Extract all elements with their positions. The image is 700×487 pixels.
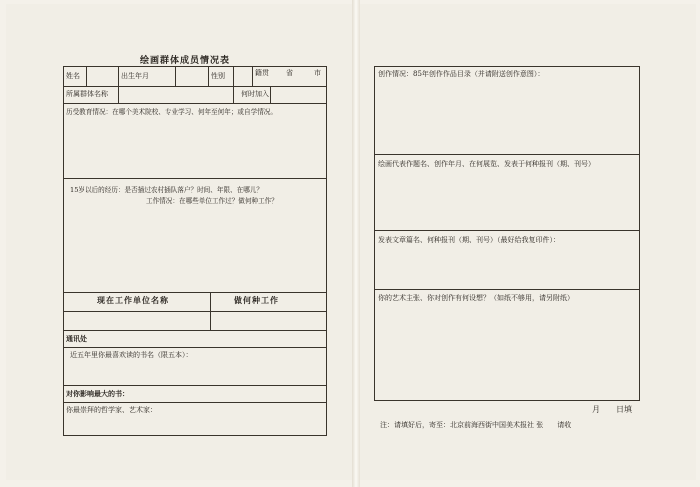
- city-label: 市: [314, 69, 321, 77]
- form-title: 绘画群体成员情况表: [140, 56, 231, 66]
- joined-label: 何时加入: [241, 90, 269, 98]
- representative-works-prompt: 绘画代表作题名、创作年月、在何展览、发表于何种报刊（期、刊号）: [378, 160, 595, 168]
- native-place-label: 籍贯: [255, 69, 269, 77]
- work-history-prompt: 工作情况：在哪些单位工作过？做何种工作？: [146, 197, 278, 205]
- gender-label: 性别: [211, 72, 225, 80]
- favorite-books-prompt: 近五年里你最喜欢读的书名（限五本）：: [70, 351, 193, 359]
- mailing-note: 注：请填好后，寄至：北京前海西街中国美术报社 张 请收: [380, 421, 572, 429]
- current-unit-label: 现在工作单位名称: [97, 295, 169, 305]
- center-fold: [352, 0, 360, 487]
- fill-date: 月 日填: [592, 405, 632, 414]
- creation-prompt: 创作情况：85年创作作品目录（并请附送创作意图）：: [378, 70, 545, 78]
- admired-figures-prompt: 你最崇拜的哲学家、艺术家：: [66, 406, 157, 414]
- personal-info-table: [63, 66, 327, 436]
- creative-info-table: [374, 66, 640, 401]
- province-label: 省: [286, 69, 293, 77]
- influential-book-prompt: 对你影响最大的书：: [66, 389, 129, 398]
- art-view-prompt: 你的艺术主张、你对创作有何设想？（如纸不够用，请另附纸）: [378, 294, 574, 302]
- address-label: 通讯处: [66, 334, 87, 343]
- articles-prompt: 发表文章篇名、何种报刊（期、刊号）（最好给我复印件）：: [378, 236, 560, 244]
- group-name-label: 所属群体名称: [66, 90, 108, 98]
- education-prompt: 历受教育情况：在哪个美术院校、专业学习、何年至何年；或自学情况。: [66, 108, 277, 116]
- job-label: 做何种工作: [234, 295, 279, 305]
- experience-prompt: 15岁以后的经历：是否插过农村插队落户？时间、年限、在哪儿？: [70, 186, 264, 194]
- name-label: 姓名: [66, 72, 80, 80]
- birth-label: 出生年月: [121, 72, 149, 80]
